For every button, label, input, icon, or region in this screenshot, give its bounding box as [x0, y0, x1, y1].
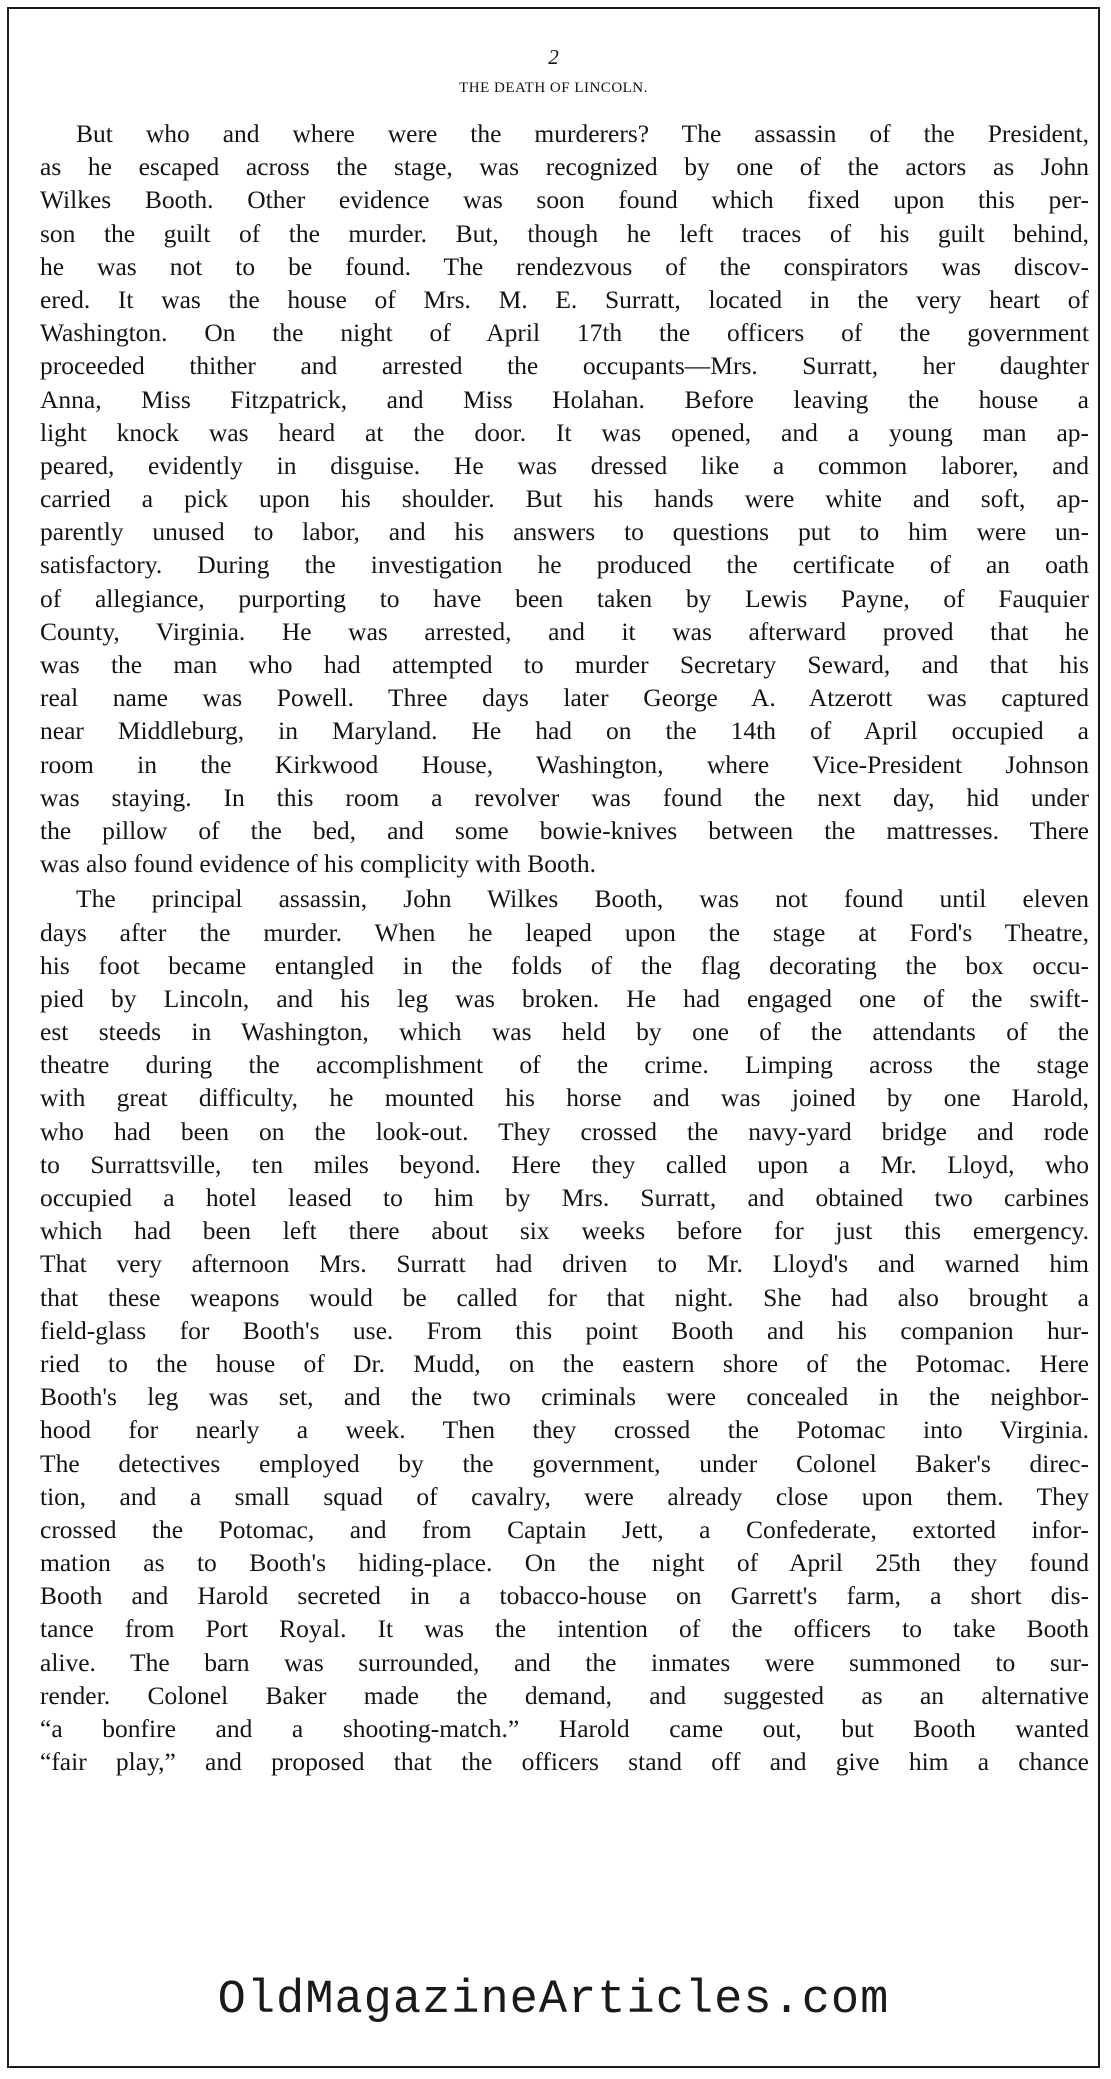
- text-line: which had been left there about six weeks before for just this emergency.: [40, 1216, 1089, 1246]
- text-line: That very afternoon Mrs. Surratt had driven to Mr. Lloyd's and warned him: [40, 1249, 1089, 1279]
- text-line: “a bonfire and a shooting-match.” Harold came out, but Booth wanted: [40, 1714, 1089, 1743]
- text-line: his foot became entangled in the folds of the flag decorating the box occu-: [40, 950, 1089, 980]
- text-line: ried to the house of Dr. Mudd, on the eastern shore of the Potomac. Here: [40, 1348, 1089, 1378]
- text-line: room in the Kirkwood House, Washington, where Vice-President Johnson: [40, 749, 1089, 779]
- text-line: Washington. On the night of April 17th the officers of the government: [40, 318, 1089, 348]
- text-line: “fair play,” and proposed that the officers stand off and give him a chance: [40, 1747, 1089, 1777]
- text-line: carried a pick upon his shoulder. But his hands were white and soft, ap-: [40, 484, 1089, 514]
- text-line: Booth and Harold secreted in a tobacco-house on Garrett's farm, a short dis-: [40, 1581, 1089, 1611]
- paragraph: [40, 117, 1089, 880]
- text-line: near Middleburg, in Maryland. He had on the 14th of April occupied a: [40, 716, 1089, 746]
- text-line: real name was Powell. Three days later George A. Atzerott was captured: [40, 683, 1089, 713]
- text-line: field-glass for Booth's use. From this point Booth and his companion hur-: [40, 1315, 1089, 1345]
- text-line: as he escaped across the stage, was recognized by one of the actors as John: [40, 152, 1089, 182]
- text-line: satisfactory. During the investigation he produced the certificate of an oath: [40, 550, 1089, 580]
- text-line: to Surrattsville, ten miles beyond. Here they called upon a Mr. Lloyd, who: [40, 1149, 1089, 1179]
- text-line: proceeded thither and arrested the occupants—Mrs. Surratt, her daughter: [40, 351, 1089, 381]
- text-line: ered. It was the house of Mrs. M. E. Surratt, located in the very heart of: [40, 284, 1089, 314]
- text-line: that these weapons would be called for that night. She had also brought a: [40, 1282, 1089, 1312]
- text-line: The principal assassin, John Wilkes Booth, was not found until eleven: [76, 884, 1089, 914]
- text-line: with great difficulty, he mounted his horse and was joined by one Harold,: [40, 1083, 1089, 1113]
- site-watermark: OldMagazineArticles.com: [217, 1974, 890, 2027]
- text-line: est steeds in Washington, which was held by one of the attendants of the: [40, 1017, 1089, 1047]
- text-line: was staying. In this room a revolver was found the next day, hid under: [40, 782, 1089, 812]
- text-line: was also found evidence of his complicity with Booth.: [40, 849, 596, 879]
- text-line: pied by Lincoln, and his leg was broken. He had engaged one of the swift-: [40, 983, 1089, 1013]
- paragraph: [40, 882, 1089, 1778]
- text-line: the pillow of the bed, and some bowie-knives between the mattresses. There: [40, 815, 1089, 845]
- text-line: was the man who had attempted to murder Secretary Seward, and that his: [40, 650, 1089, 679]
- text-line: Wilkes Booth. Other evidence was soon found which fixed upon this per-: [40, 185, 1089, 215]
- text-line: crossed the Potomac, and from Captain Jett, a Confederate, extorted infor-: [40, 1514, 1089, 1544]
- text-line: The detectives employed by the government, under Colonel Baker's direc-: [40, 1448, 1089, 1478]
- running-head: THE DEATH OF LINCOLN.: [459, 80, 648, 96]
- text-line: theatre during the accomplishment of the crime. Limping across the stage: [40, 1050, 1089, 1080]
- text-line: Booth's leg was set, and the two criminals were concealed in the neighbor-: [40, 1382, 1089, 1412]
- text-line: occupied a hotel leased to him by Mrs. Surratt, and obtained two carbines: [40, 1183, 1089, 1212]
- text-line: days after the murder. When he leaped upon the stage at Ford's Theatre,: [40, 917, 1089, 947]
- text-line: peared, evidently in disguise. He was dressed like a common laborer, and: [40, 450, 1089, 480]
- text-line: who had been on the look-out. They crossed the navy-yard bridge and rode: [40, 1116, 1089, 1146]
- text-line: County, Virginia. He was arrested, and it was afterward proved that he: [40, 616, 1089, 646]
- text-line: hood for nearly a week. Then they crossed the Potomac into Virginia.: [40, 1415, 1089, 1445]
- text-line: light knock was heard at the door. It was opened, and a young man ap-: [40, 417, 1089, 447]
- text-line: son the guilt of the murder. But, though he left traces of his guilt behind,: [40, 218, 1089, 248]
- text-line: tion, and a small squad of cavalry, were already close upon them. They: [40, 1481, 1089, 1511]
- article-body: [40, 117, 1089, 1778]
- text-line: of allegiance, purporting to have been taken by Lewis Payne, of Fauquier: [40, 583, 1089, 613]
- page-number: 2: [548, 45, 559, 69]
- text-line: Anna, Miss Fitzpatrick, and Miss Holahan. Before leaving the house a: [40, 384, 1089, 414]
- text-line: he was not to be found. The rendezvous of the conspirators was discov-: [40, 251, 1089, 281]
- text-line: mation as to Booth's hiding-place. On the night of April 25th they found: [40, 1548, 1089, 1578]
- text-line: tance from Port Royal. It was the intention of the officers to take Booth: [40, 1614, 1089, 1644]
- text-line: But who and where were the murderers? The assassin of the President,: [76, 119, 1089, 148]
- text-line: alive. The barn was surrounded, and the inmates were summoned to sur-: [40, 1647, 1089, 1677]
- text-line: parently unused to labor, and his answers to questions put to him were un-: [40, 517, 1089, 547]
- page-frame: [7, 7, 1100, 2068]
- text-line: render. Colonel Baker made the demand, and suggested as an alternative: [40, 1680, 1089, 1710]
